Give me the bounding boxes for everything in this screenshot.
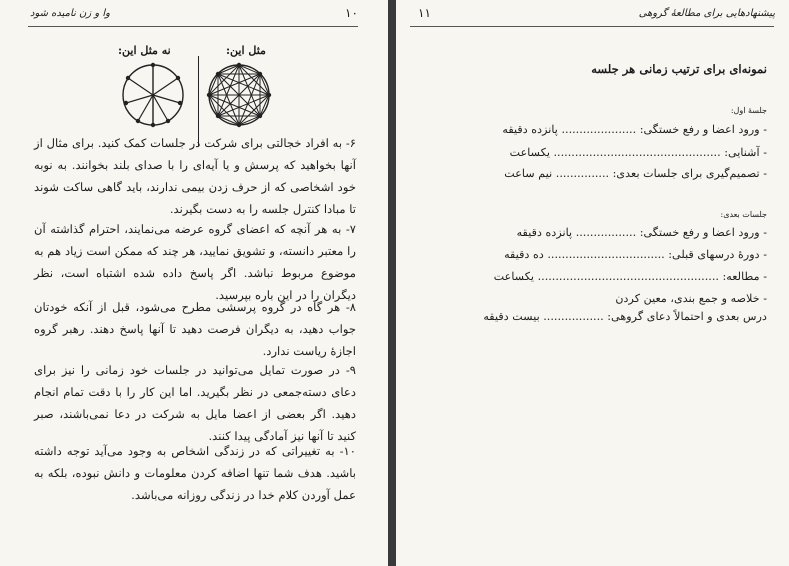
right-page: [396, 0, 789, 566]
later-session-item: - ورود اعضا و رفع خستگی: ................. پانزده دقیقه: [516, 226, 767, 239]
book-gutter: [388, 0, 396, 566]
later-session-item: - دورهٔ درسهای قبلی: ................................. ده دقیقه: [504, 248, 767, 261]
later-sessions-label: جلسات بعدی:: [720, 210, 767, 219]
diagram-like-this: [204, 58, 274, 132]
page-number: ۱۰: [345, 6, 358, 20]
first-session-item: - تصمیم‌گیری برای جلسات بعدی: ............... نیم ساعت: [504, 167, 767, 180]
running-head: پیشنهادهایی برای مطالعهٔ گروهی: [638, 8, 775, 19]
paragraph-10: ۱۰- به تغییراتی که در زندگی اشخاص به وجود می‌آید توجه داشته باشید. هدف شما تنها اضافه کردن معلومات و دانش نبوده، بلکه به عمل آوردن کلام خدا در زندگی روزانه می‌باشد.: [34, 444, 356, 502]
later-session-item: - خلاصه و جمع بندی، معین کردن: [615, 292, 767, 305]
section-heading: نمونه‌ای برای ترتیب زمانی هر جلسه: [591, 62, 767, 76]
header-rule: [28, 26, 358, 27]
first-session-item: - آشنایی: ............................................... یکساعت: [509, 146, 767, 159]
first-session-label: جلسهٔ اول:: [730, 106, 767, 115]
caption-not-like-this: نه مثل این:: [118, 44, 171, 57]
first-session-item: - ورود اعضا و رفع خستگی: ..................... پانزده دقیقه: [502, 123, 767, 136]
caption-like-this: مثل این:: [226, 44, 266, 57]
page-number: ۱۱: [418, 6, 431, 20]
later-session-item: درس بعدی و احتمالاً دعای گروهی: ................. بیست دقیقه: [483, 310, 767, 323]
paragraph-8: ۸- هر گاه در گروه پرسشی مطرح می‌شود، قبل از آنکه خودتان جواب دهید، به دیگران فرصت دهید تا آنها پاسخ دهند. رهبر گروه اجازهٔ ریاست ندارد.: [34, 300, 356, 358]
header-rule: [410, 26, 774, 27]
paragraph-6: ۶- به افراد خجالتی برای شرکت در جلسات کمک کنید. برای مثال از آنها بخواهید که پرسش و یا آیه‌ای را با صدای بلند بخوانند. به نوبه خود اشخاصی که از حرف زدن بیمی ندارند، باید گاهی ساکت شوند تا مبادا کنترل جلسه را به دست بگیرند.: [34, 136, 356, 216]
left-page: [0, 0, 388, 566]
paragraph-7: ۷- به هر آنچه که اعضای گروه عرضه می‌نمایند، احترام گذاشته آن را معتبر دانسته، و تشویق نمایید، هر چند که ممکن است زیاد هم به موضوع مربوط نباشد. اگر پاسخ داده شده اشتباه است، نظر دیگران را در این باره بپرسید.: [34, 222, 356, 302]
later-session-item: - مطالعه: ................................................... یکساعت: [493, 270, 767, 283]
diagram-not-like-this: [118, 58, 188, 132]
running-head: وا و زن نامیده شود: [30, 8, 111, 19]
paragraph-9: ۹- در صورت تمایل می‌توانید در جلسات خود زمانی را نیز برای دعای دسته‌جمعی در نظر بگیرید. اما این کار را با دقت تمام انجام دهید. اگر بعضی از اعضا مایل به شرکت در دعا نمی‌باشند، صبر کنید تا آنها نیز آمادگی پیدا کنند.: [34, 363, 356, 443]
